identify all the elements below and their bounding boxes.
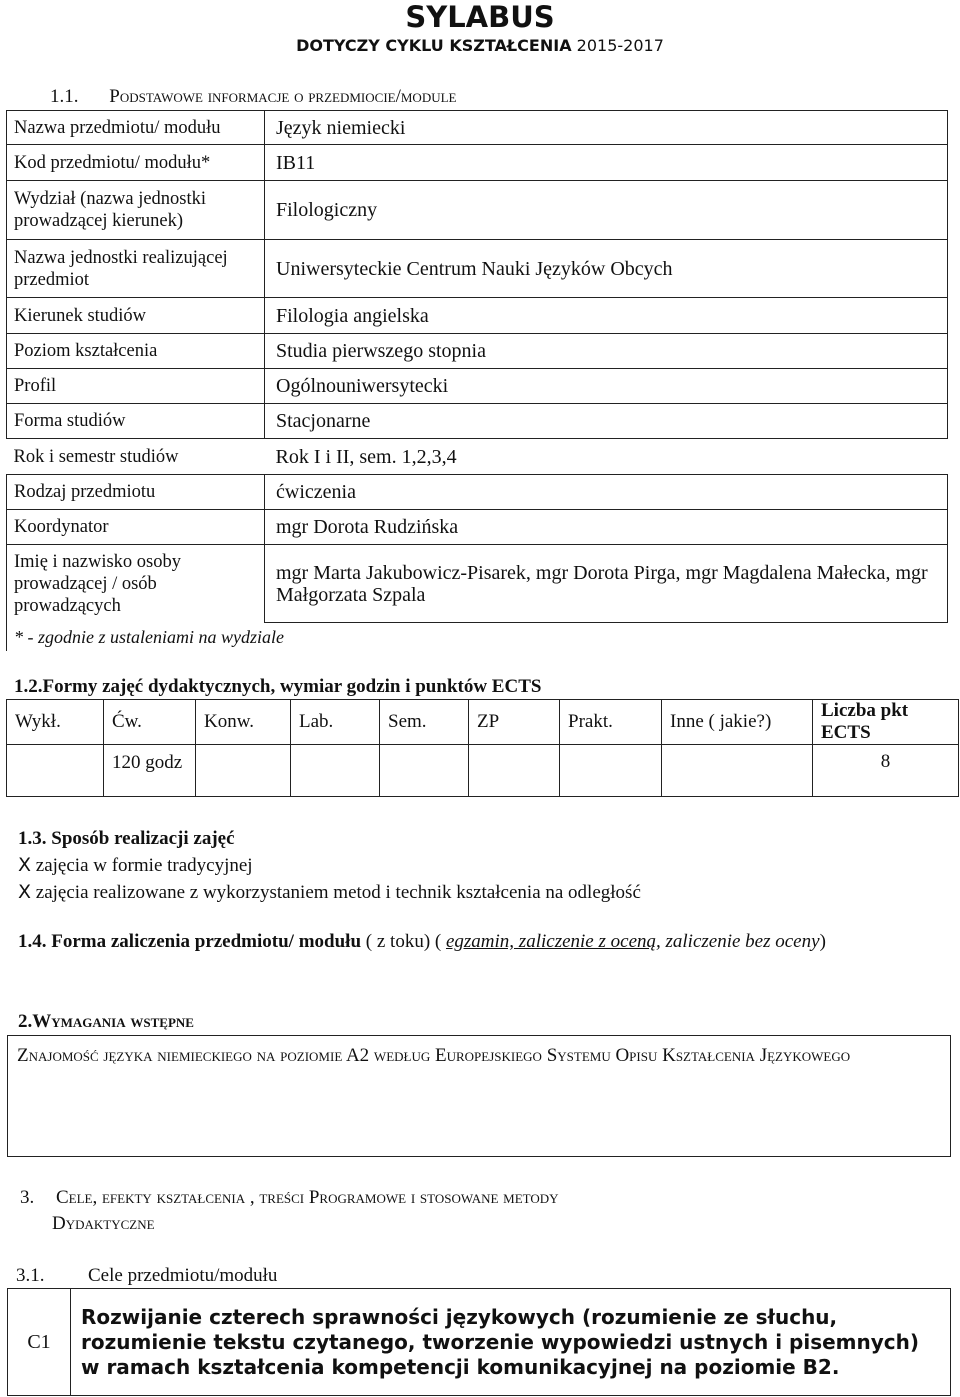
info-row — [7, 369, 948, 404]
subtitle-cycle-label: DOTYCZY CYKLU KSZTAŁCENIA — [296, 36, 572, 55]
info-row — [7, 298, 948, 334]
info-label: Poziom kształcenia — [7, 334, 265, 369]
info-value: mgr Marta Jakubowicz-Pisarek, mgr Dorota Pirga, mgr Magdalena Małecka, mgr Małgorzata Szpala — [265, 545, 948, 623]
forms-header-row — [7, 700, 959, 745]
delivery-option — [18, 881, 641, 904]
info-value: Uniwersyteckie Centrum Nauki Języków Obcych — [265, 240, 948, 298]
forms-value-row — [7, 745, 959, 797]
delivery-option-text: zajęcia w formie tradycyjnej — [35, 855, 253, 876]
info-note-row — [7, 623, 948, 651]
info-label: Nazwa jednostki realizującej przedmiot — [7, 240, 265, 298]
ects-value: 8 — [813, 745, 959, 797]
info-row — [7, 439, 948, 475]
form-value — [7, 745, 104, 797]
form-value — [469, 745, 560, 797]
section-1-1-title: Podstawowe informacje o przedmiocie/module — [109, 86, 457, 107]
info-value: mgr Dorota Rudzińska — [265, 510, 948, 545]
info-value: Filologia angielska — [265, 298, 948, 334]
form-value: 120 godz — [104, 745, 196, 797]
checkbox-mark: X — [18, 854, 32, 876]
section-2-heading — [18, 1011, 194, 1033]
info-row — [7, 181, 948, 240]
col-header: Konw. — [196, 700, 291, 745]
goal-row — [8, 1289, 951, 1396]
document-subtitle — [0, 36, 960, 55]
section-3-number: 3. — [20, 1187, 35, 1208]
section-3-heading-line2: Dydaktyczne — [52, 1213, 155, 1234]
info-label: Profil — [7, 369, 265, 404]
section-3-1-number: 3.1. — [16, 1265, 45, 1286]
info-row — [7, 111, 948, 145]
section-3-heading-line1: Cele, efekty kształcenia , treści Programowe i stosowane metody — [56, 1187, 559, 1208]
form-value — [560, 745, 662, 797]
info-label: Kod przedmiotu/ modułu* — [7, 145, 265, 181]
info-value: Filologiczny — [265, 181, 948, 240]
info-row — [7, 404, 948, 439]
goal-text: Rozwijanie czterech sprawności językowych (rozumienie ze słuchu, rozumienie tekstu czytanego, tworzenie wypowiedzi ustnych i pisemnych) w ramach kształcenia kompetencji komunikacyjnej na poziomie B2. — [71, 1289, 951, 1396]
info-label: Kierunek studiów — [7, 298, 265, 334]
document-title: SYLABUS — [405, 0, 555, 34]
form-value — [291, 745, 380, 797]
col-header: Inne ( jakie?) — [662, 700, 813, 745]
info-value: Ogólnouniwersytecki — [265, 369, 948, 404]
info-label: Forma studiów — [7, 404, 265, 439]
col-header: Ćw. — [104, 700, 196, 745]
col-header: Liczba pkt ECTS — [813, 700, 959, 745]
info-row — [7, 545, 948, 623]
info-label: Nazwa przedmiotu/ modułu — [7, 111, 265, 145]
prerequisites-text: Znajomość języka niemieckiego na poziomie A2 według Europejskiego Systemu Opisu Kształcenia Językowego — [17, 1045, 851, 1066]
info-value: Język niemiecki — [265, 111, 948, 145]
section-1-4 — [18, 931, 826, 953]
goal-label: C1 — [8, 1289, 71, 1396]
delivery-option — [18, 854, 253, 877]
info-label: Wydział (nazwa jednostki prowadzącej kierunek) — [7, 181, 265, 240]
assessment-selected: egzamin, zaliczenie z oceną, — [445, 931, 661, 952]
info-value: ćwiczenia — [265, 475, 948, 510]
info-row — [7, 510, 948, 545]
form-value — [196, 745, 291, 797]
class-forms-table — [6, 699, 959, 797]
section-2-title: 2.Wymagania wstępne — [18, 1011, 194, 1032]
col-header: Wykł. — [7, 700, 104, 745]
form-value — [380, 745, 469, 797]
section-1-1-number: 1.1. — [50, 86, 79, 107]
section-1-4-heading: 1.4. Forma zaliczenia przedmiotu/ modułu — [18, 931, 362, 952]
footnote: * - zgodnie z ustaleniami na wydziale — [7, 623, 948, 651]
section-3-1-heading: Cele przedmiotu/modułu — [88, 1265, 278, 1286]
info-value: Rok I i II, sem. 1,2,3,4 — [275, 445, 457, 468]
info-label: Rok i semestr studiów — [13, 446, 179, 467]
section-1-2-heading: 1.2.Formy zajęć dydaktycznych, wymiar godzin i punktów ECTS — [14, 676, 542, 697]
info-row — [7, 475, 948, 510]
info-label: Imię i nazwisko osoby prowadzącej / osób prowadzących — [7, 545, 265, 623]
form-value — [662, 745, 813, 797]
info-value: IB11 — [265, 145, 948, 181]
section-1-3-heading: 1.3. Sposób realizacji zajęć — [18, 828, 235, 849]
info-label: Koordynator — [7, 510, 265, 545]
goals-table — [7, 1288, 951, 1396]
col-header: Sem. — [380, 700, 469, 745]
course-info-table — [6, 110, 948, 651]
info-label: Rodzaj przedmiotu — [7, 475, 265, 510]
prerequisites-box — [7, 1035, 951, 1157]
col-header: ZP — [469, 700, 560, 745]
delivery-option-text: zajęcia realizowane z wykorzystaniem metod i technik kształcenia na odległość — [35, 882, 641, 903]
section-1-1-heading — [50, 86, 456, 108]
assessment-other: zaliczenie bez oceny — [665, 931, 820, 952]
assessment-close: ) — [819, 931, 826, 952]
assessment-plain: ( z toku) ( — [365, 931, 442, 952]
checkbox-mark: X — [18, 881, 32, 903]
info-row — [7, 334, 948, 369]
col-header: Prakt. — [560, 700, 662, 745]
col-header: Lab. — [291, 700, 380, 745]
subtitle-years: 2015-2017 — [576, 36, 664, 55]
info-value: Studia pierwszego stopnia — [265, 334, 948, 369]
info-row — [7, 145, 948, 181]
info-row — [7, 240, 948, 298]
info-value: Stacjonarne — [265, 404, 948, 439]
